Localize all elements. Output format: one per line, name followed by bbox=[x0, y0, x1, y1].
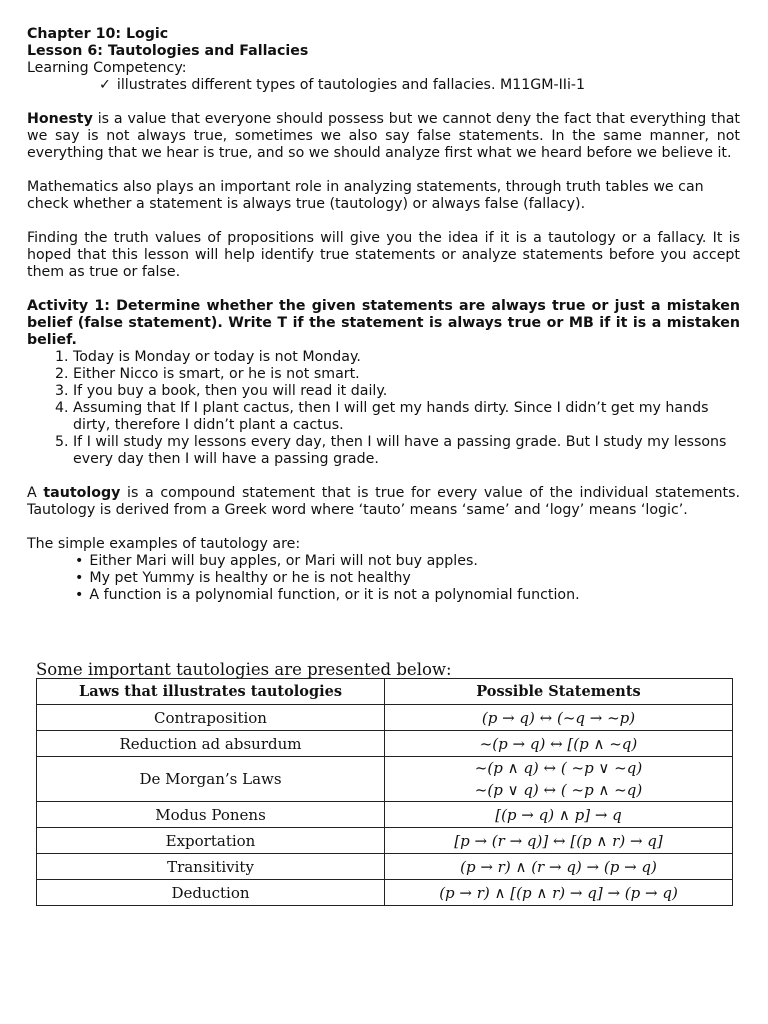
table-row bbox=[37, 731, 733, 757]
law-statement: (p → r) ∧ [(p ∧ r) → q] → (p → q) bbox=[385, 880, 733, 906]
column-header: Possible Statements bbox=[385, 679, 733, 705]
statement-line: ~(p ∨ q) ↔ ( ~p ∧ ~q) bbox=[474, 781, 643, 799]
law-statement: (p → q) ↔ (~q → ~p) bbox=[385, 705, 733, 731]
law-name: Exportation bbox=[37, 828, 385, 854]
law-name: Contraposition bbox=[37, 705, 385, 731]
list-item: 4. Assuming that If I plant cactus, then I will get my hands dirty. Since I didn’t get my hands dirty, therefore I didn’t plant a cactus. bbox=[73, 400, 740, 434]
statement-line: ~(p ∧ q) ↔ ( ~p ∨ ~q) bbox=[474, 759, 643, 777]
activity-list bbox=[27, 349, 740, 468]
table-row bbox=[37, 757, 733, 802]
law-statement bbox=[385, 757, 733, 802]
chapter-title: Chapter 10: Logic bbox=[27, 26, 169, 42]
finding-paragraph: Finding the truth values of propositions will give you the idea if it is a tautology or a fallacy. It is hoped that this lesson will help identify true statements or analyze statements before you accept them as true or false. bbox=[27, 230, 740, 280]
law-name: Reduction ad absurdum bbox=[37, 731, 385, 757]
column-header: Laws that illustrates tautologies bbox=[37, 679, 385, 705]
math-paragraph: Mathematics also plays an important role in analyzing statements, through truth tables we can check whether a statement is always true (tautology) or always false (fallacy). bbox=[27, 179, 704, 212]
honesty-paragraph bbox=[27, 111, 740, 162]
table-row bbox=[37, 802, 733, 828]
law-name: Deduction bbox=[37, 880, 385, 906]
definition-prefix: A bbox=[27, 485, 44, 501]
list-item: 2. Either Nicco is smart, or he is not smart. bbox=[73, 366, 740, 383]
table-header-row bbox=[37, 679, 733, 705]
law-name: De Morgan’s Laws bbox=[37, 757, 385, 802]
document-page bbox=[27, 26, 740, 604]
law-statement: ~(p → q) ↔ [(p ∧ ~q) bbox=[385, 731, 733, 757]
law-statement: [p → (r → q)] ↔ [(p ∧ r) → q] bbox=[385, 828, 733, 854]
tautology-laws-table bbox=[36, 678, 733, 906]
list-item: 1. Today is Monday or today is not Monday. bbox=[73, 349, 740, 366]
list-item: 3. If you buy a book, then you will read it daily. bbox=[73, 383, 740, 400]
activity-instructions: Activity 1: Determine whether the given statements are always true or just a mistaken belief (false statement). Write T if the statement is always true or MB if it is a mistaken belief. bbox=[27, 298, 740, 348]
checkmark-icon: ✓ bbox=[99, 77, 111, 93]
examples-list bbox=[27, 553, 740, 604]
law-statement: [(p → q) ∧ p] → q bbox=[385, 802, 733, 828]
competency-label: Learning Competency: bbox=[27, 60, 187, 76]
honesty-term: Honesty bbox=[27, 111, 93, 127]
list-item: • My pet Yummy is healthy or he is not healthy bbox=[75, 570, 740, 587]
competency-item bbox=[27, 77, 740, 94]
lesson-title: Lesson 6: Tautologies and Fallacies bbox=[27, 43, 309, 59]
definition-text: is a compound statement that is true for every value of the individual statements. Tautology is derived from a Greek word where ‘tauto’ means ‘same’ and ‘logy’ means ‘logic’. bbox=[27, 485, 741, 518]
tautology-definition bbox=[27, 485, 740, 519]
table-caption: Some important tautologies are presented below: bbox=[36, 660, 452, 679]
table-row bbox=[37, 854, 733, 880]
law-name: Modus Ponens bbox=[37, 802, 385, 828]
list-item: • Either Mari will buy apples, or Mari will not buy apples. bbox=[75, 553, 740, 570]
competency-text: illustrates different types of tautologies and fallacies. M11GM-IIi-1 bbox=[116, 77, 586, 93]
table-row bbox=[37, 705, 733, 731]
list-item: • A function is a polynomial function, or it is not a polynomial function. bbox=[75, 587, 740, 604]
tautology-term: tautology bbox=[43, 485, 121, 501]
law-name: Transitivity bbox=[37, 854, 385, 880]
list-item: 5. If I will study my lessons every day, then I will have a passing grade. But I study my lessons every day then I will have a passing grade. bbox=[73, 434, 740, 468]
honesty-text: is a value that everyone should possess but we cannot deny the fact that everything that we say is not always true, sometimes we also say false statements. In the same manner, not everything that we hear is true, and so we should analyze first what we heard before we believe it. bbox=[27, 111, 740, 161]
examples-intro: The simple examples of tautology are: bbox=[27, 536, 301, 552]
table-row bbox=[37, 828, 733, 854]
table-row bbox=[37, 880, 733, 906]
law-statement: (p → r) ∧ (r → q) → (p → q) bbox=[385, 854, 733, 880]
